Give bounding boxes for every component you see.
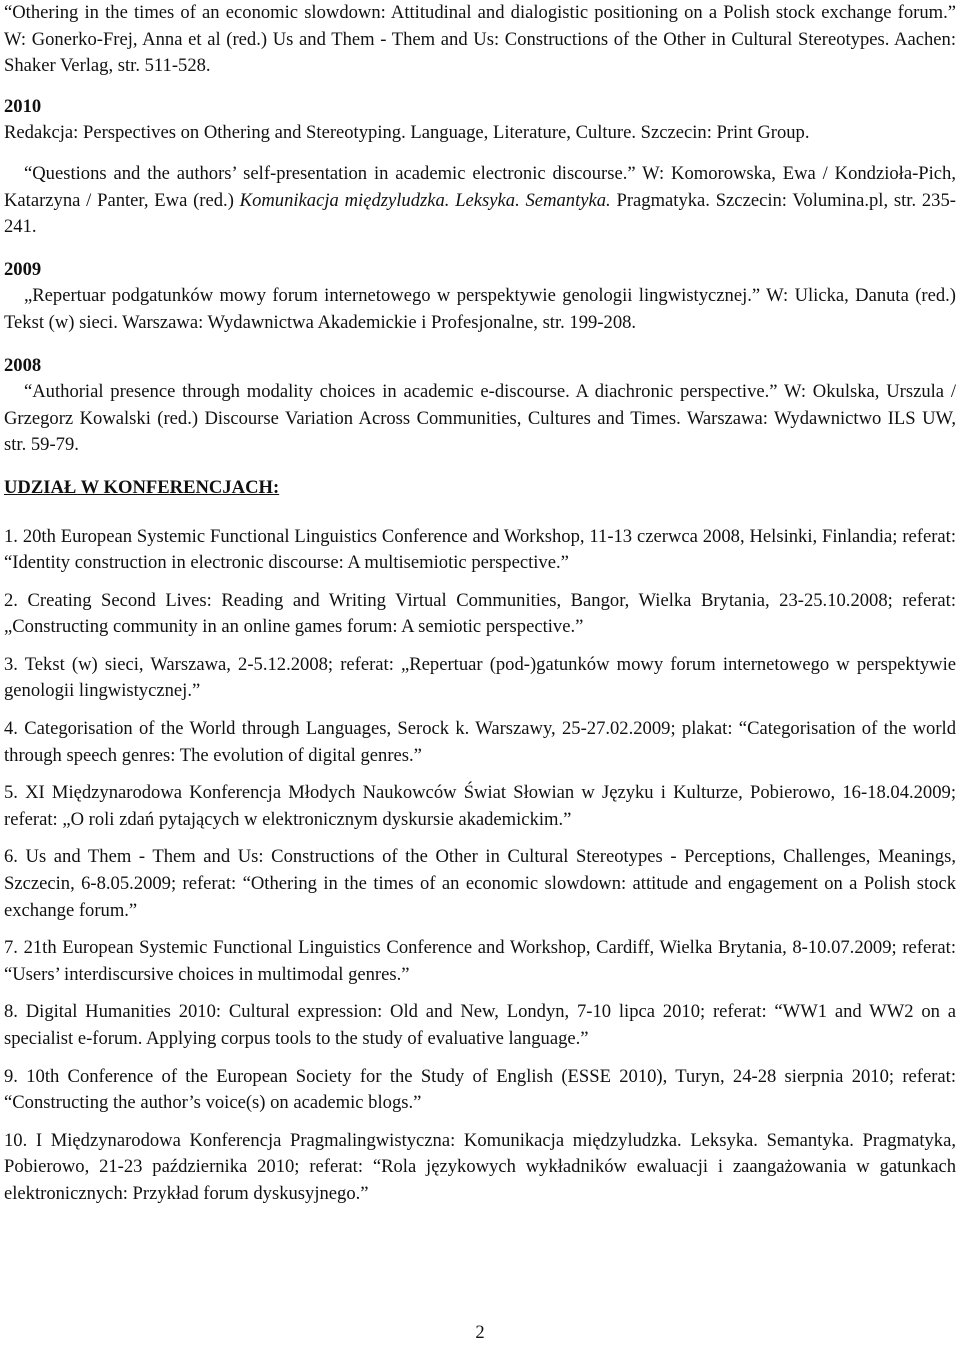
document-page: [4, 0, 956, 1208]
conference-item-3: 3. Tekst (w) sieci, Warszawa, 2-5.12.2008; referat: „Repertuar (pod-)gatunków mowy forum internetowego w perspektywie genologii lingwistycznej.”: [4, 653, 956, 702]
entry-tail-text: Pragmatyka. Szczecin: Volumina.pl, str. 235-241.: [4, 189, 956, 238]
conference-item-6: 6. Us and Them - Them and Us: Constructions of the Other in Cultural Stereotypes - Perceptions, Challenges, Meanings, Szczecin, 6-8.05.2009; referat: “Othering in the times of an economic slowdown: attitude and engagement on a Polish stock exchange forum.”: [4, 846, 956, 921]
conference-item-2: 2. Creating Second Lives: Reading and Writing Virtual Communities, Bangor, Wielka Brytania, 23-25.10.2008; referat: „Constructing community in an online games forum: A semiotic perspective.”: [4, 589, 956, 638]
publication-entry-2010-editorship: Redakcja: Perspectives on Othering and Stereotyping. Language, Literature, Culture. Szczecin: Print Group.: [4, 122, 810, 144]
publication-entry-2009: „Repertuar podgatunków mowy forum internetowego w perspektywie genologii lingwistycznej.” W: Ulicka, Danuta (red.) Tekst (w) sieci. Warszawa: Wydawnictwa Akademickie i Profesjonalne, str. 199-208.: [4, 285, 956, 333]
year-heading-2010: 2010: [4, 95, 42, 117]
entry-italic-title: Komunikacja międzyludzka. Leksyka. Semantyka.: [239, 189, 611, 211]
conference-item-7: 7. 21th European Systemic Functional Linguistics Conference and Workshop, Cardiff, Wielka Brytania, 8-10.07.2009; referat: “Users’ interdiscursive choices in multimodal genres.”: [4, 937, 956, 985]
conference-list: [4, 524, 956, 1208]
publication-entry-top: “Othering in the times of an economic slowdown: Attitudinal and dialogistic positioning on a Polish stock exchange forum.” W: Gonerko-Frej, Anna et al (red.) Us and Them - Them and Us: Constructions of the Other in Cultural Stereotypes. Aachen: Shaker Verlag, str. 511-528.: [4, 2, 956, 77]
publication-entry-2010-questions: [4, 161, 956, 241]
conference-item-4: 4. Categorisation of the World through Languages, Serock k. Warszawy, 25-27.02.2009; plakat: “Categorisation of the world through speech genres: The evolution of digital genres.”: [4, 718, 956, 766]
conference-item-10: 10. I Międzynarodowa Konferencja Pragmalingwistyczna: Komunikacja międzyludzka. Leksyka. Semantyka. Pragmatyka, Pobierowo, 21-23 października 2010; referat: “Rola językowych wykładników ewaluacji i zaangażowania w gatunkach elektronicznych: Przykład forum dyskusyjnego.”: [4, 1129, 956, 1204]
conference-item-9: 9. 10th Conference of the European Society for the Study of English (ESSE 2010), Turyn, 24-28 sierpnia 2010; referat: “Constructing the author’s voice(s) on academic blogs.”: [4, 1065, 956, 1114]
conference-item-1: 1. 20th European Systemic Functional Linguistics Conference and Workshop, 11-13 czerwca 2008, Helsinki, Finlandia; referat: “Identity construction in electronic discourse: A multisemiotic perspective.”: [4, 525, 956, 574]
year-heading-2008: 2008: [4, 354, 42, 376]
page-number: 2: [475, 1322, 485, 1343]
conference-item-8: 8. Digital Humanities 2010: Cultural expression: Old and New, Londyn, 7-10 lipca 2010; referat: “WW1 and WW2 on a specialist e-forum. Applying corpus tools to the study of evaluative language.”: [4, 1001, 956, 1049]
entry-main-text: “Questions and the authors’ self-presentation in academic electronic discourse.” W: Komorowska, Ewa / Kondzioła-Pich, Katarzyna / Panter, Ewa (red.): [4, 162, 956, 211]
year-heading-2009: 2009: [4, 258, 42, 280]
publication-entry-2008: “Authorial presence through modality choices in academic e-discourse. A diachronic perspective.” W: Okulska, Urszula / Grzegorz Kowalski (red.) Discourse Variation Across Communities, Cultures and Times. Warszawa: Wydawnictwo ILS UW, str. 59-79.: [4, 381, 956, 456]
conferences-heading: UDZIAŁ W KONFERENCJACH:: [4, 476, 280, 498]
conference-item-5: 5. XI Międzynarodowa Konferencja Młodych Naukowców Świat Słowian w Języku i Kulturze, Pobierowo, 16-18.04.2009; referat: „O roli zdań pytających w elektronicznym dyskursie akademickim.”: [4, 782, 956, 830]
